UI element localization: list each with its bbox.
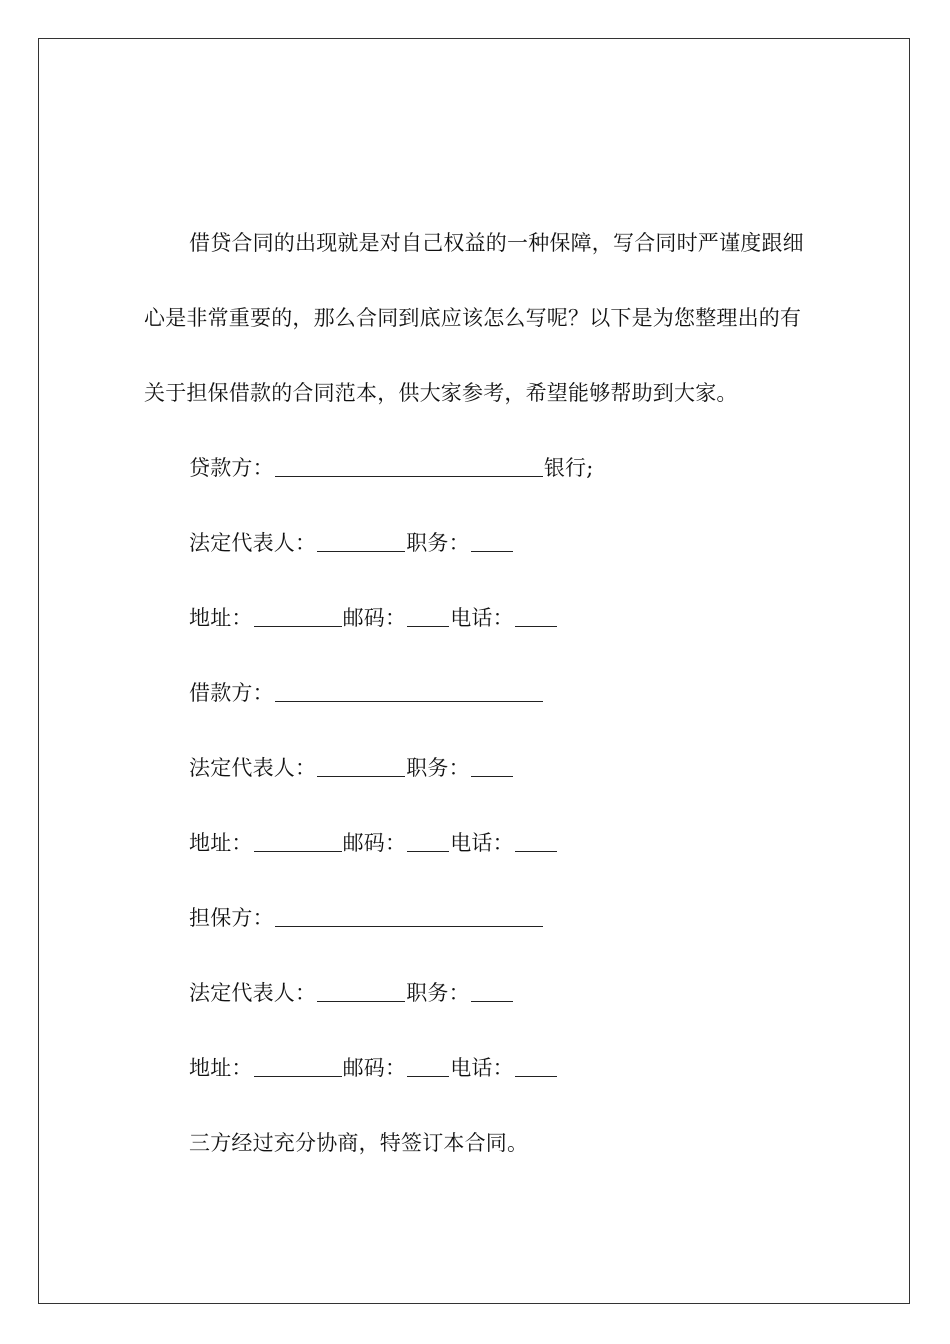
document-body bbox=[144, 206, 804, 1181]
lender-line bbox=[144, 431, 804, 506]
guarantor-address-label: 地址： bbox=[189, 1056, 253, 1080]
guarantor-rep-label: 法定代表人： bbox=[189, 981, 317, 1005]
closing-line: 三方经过充分协商，特签订本合同。 bbox=[189, 1131, 529, 1155]
borrower-phone-blank[interactable] bbox=[515, 850, 557, 852]
borrower-line bbox=[144, 656, 804, 731]
borrower-address-blank[interactable] bbox=[254, 850, 342, 852]
borrower-rep-blank[interactable] bbox=[317, 775, 405, 777]
borrower-position-label: 职务： bbox=[406, 756, 470, 780]
lender-phone-label: 电话： bbox=[450, 606, 514, 630]
lender-rep-label: 法定代表人： bbox=[189, 531, 317, 555]
borrower-label: 借款方： bbox=[189, 681, 274, 705]
guarantor-postcode-label: 邮码： bbox=[342, 1056, 407, 1080]
borrower-phone-label: 电话： bbox=[450, 831, 514, 855]
lender-position-label: 职务： bbox=[406, 531, 470, 555]
borrower-postcode-blank[interactable] bbox=[407, 850, 449, 852]
guarantor-position-label: 职务： bbox=[406, 981, 470, 1005]
guarantor-phone-label: 电话： bbox=[450, 1056, 514, 1080]
lender-postcode-label: 邮码： bbox=[342, 606, 407, 630]
borrower-postcode-label: 邮码： bbox=[342, 831, 407, 855]
lender-suffix: 银行; bbox=[543, 456, 594, 480]
borrower-address-label: 地址： bbox=[189, 831, 253, 855]
guarantor-position-blank[interactable] bbox=[471, 1000, 513, 1002]
borrower-name-blank[interactable] bbox=[275, 700, 543, 702]
lender-position-blank[interactable] bbox=[471, 550, 513, 552]
borrower-rep-line bbox=[144, 731, 804, 806]
lender-label: 贷款方： bbox=[189, 456, 274, 480]
borrower-position-blank[interactable] bbox=[471, 775, 513, 777]
lender-rep-line bbox=[144, 506, 804, 581]
guarantor-name-blank[interactable] bbox=[275, 925, 543, 927]
lender-phone-blank[interactable] bbox=[515, 625, 557, 627]
lender-address-line bbox=[144, 581, 804, 656]
lender-name-blank[interactable] bbox=[275, 475, 543, 477]
guarantor-postcode-blank[interactable] bbox=[407, 1075, 449, 1077]
lender-rep-blank[interactable] bbox=[317, 550, 405, 552]
guarantor-address-blank[interactable] bbox=[254, 1075, 342, 1077]
borrower-address-line bbox=[144, 806, 804, 881]
guarantor-address-line bbox=[144, 1031, 804, 1106]
guarantor-line bbox=[144, 881, 804, 956]
guarantor-label: 担保方： bbox=[189, 906, 274, 930]
lender-postcode-blank[interactable] bbox=[407, 625, 449, 627]
guarantor-phone-blank[interactable] bbox=[515, 1075, 557, 1077]
intro-paragraph: 借贷合同的出现就是对自己权益的一种保障，写合同时严谨度跟细心是非常重要的，那么合同到底应该怎么写呢？以下是为您整理出的有关于担保借款的合同范本，供大家参考，希望能够帮助到大家。 bbox=[144, 231, 804, 405]
lender-address-blank[interactable] bbox=[254, 625, 342, 627]
guarantor-rep-blank[interactable] bbox=[317, 1000, 405, 1002]
borrower-rep-label: 法定代表人： bbox=[189, 756, 317, 780]
lender-address-label: 地址： bbox=[189, 606, 253, 630]
guarantor-rep-line bbox=[144, 956, 804, 1031]
